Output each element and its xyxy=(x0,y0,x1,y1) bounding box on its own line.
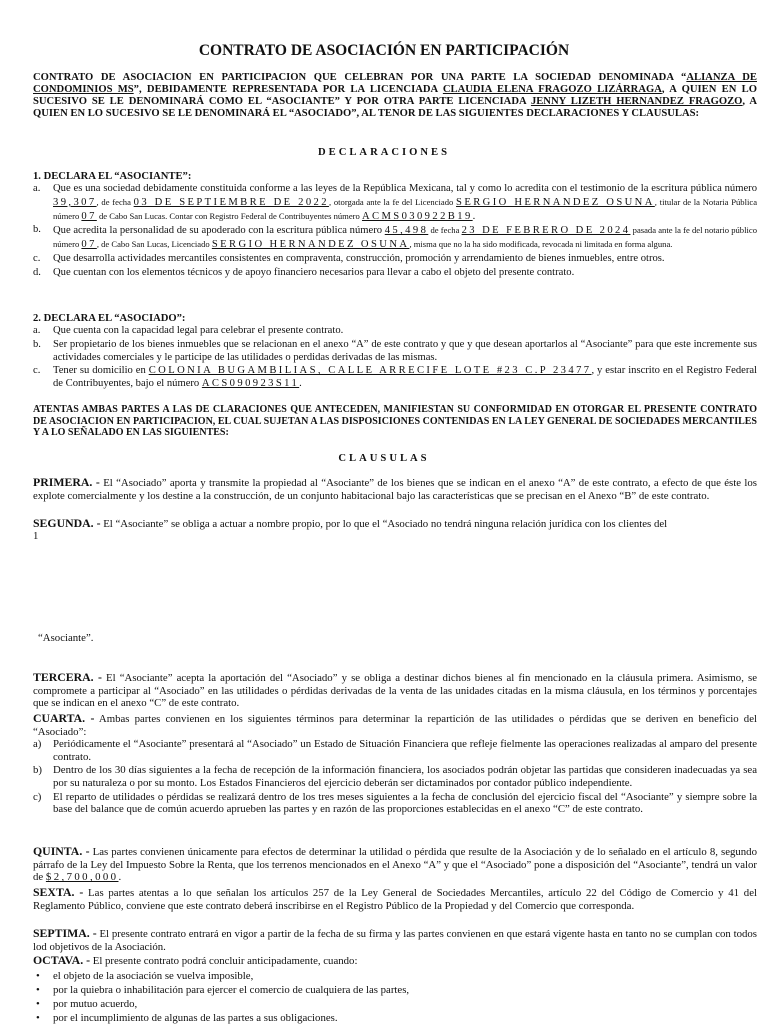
cuarta-item-a: a) Periódicamente el “Asociante” presentará al “Asociado” un Estado de Situación Financiera que refleje fielmente las operaciones realizadas al amparo del presente contrato. xyxy=(33,738,757,763)
clause-septima: SEPTIMA. - El presente contrato entrará en vigor a partir de la fecha de su firma y las partes convienen en que estará vigente hasta en tanto no se cumplan con todos lod objetivos de la Asociación. xyxy=(33,926,757,953)
cuarta-item-c: c) El reparto de utilidades o pérdidas se realizará dentro de los tres meses siguientes a la fecha de conclusión del ejercicio fiscal del “Asociante” y siempre sobre la base del balance que de común acuerdo aprueben las partes y en razón de las proporciones establecidas en el anexo “C” de este contrato. xyxy=(33,790,757,816)
clause-sexta: SEXTA. - Las partes atentas a lo que señalan los artículos 257 de la Ley General de Sociedades Mercantiles, artículo 22 del Código de Comercio y 41 del Reglamento Público, conviene que este contrato deberá inscribirse en el Registro Público de la Propiedad y del Comercio que corresponda. xyxy=(33,885,758,912)
asociado-heading: 2. DECLARA EL “ASOCIADO”: xyxy=(33,313,186,324)
bullet-icon: • xyxy=(36,983,40,996)
list-item: • por el incumplimiento de algunas de las partes a sus obligaciones. xyxy=(36,1011,338,1024)
asociado-list xyxy=(33,325,757,391)
land-value: $2,700,000 xyxy=(45,871,119,884)
rfc-asociante: ACMS030922B19 xyxy=(361,210,473,222)
asociante-item-a: a. Que es una sociedad debidamente constituida conforme a las leyes de la República Mexicana, tal y como lo acredita con el testimonio de la escritura pública número 39,307, de fecha 03 DE SEPTIEMBRE DE 2022, otorgada ante la fe del Licenciado SERGIO HERNANDEZ OSUNA, titular de la Notaria Pública número 07 de Cabo San Lucas. Contar con Registro Federal de Contribuyentes número ACMS030922B19. xyxy=(33,183,758,222)
rfc-asociado: ACS090923S11 xyxy=(201,378,300,390)
asociado-item-c: c. Tener su domicilio en COLONIA BUGAMBILIAS, CALLE ARRECIFE LOTE #23 C.P 23477, y estar inscrito en el Registro Federal de Contribuyentes, bajo el número ACS090923S11. xyxy=(33,365,757,390)
octava-intro: OCTAVA. - El presente contrato podrá concluir anticipadamente, cuando: xyxy=(33,953,358,967)
company-name: ALIANZA DE CONDOMINIOS MS xyxy=(33,72,757,95)
declaraciones-heading: DECLARACIONES xyxy=(317,147,450,158)
asociado-item-b: b. Ser propietario de los bienes inmuebles que se relacionan en el anexo “A” de este contrato y que y que desean aportarlos al “Asociante” para que este incremente sus actividades comerciales y le participe de las utilidades o perdidas derivadas de las mismas. xyxy=(33,338,757,363)
deed-date: 03 DE SEPTIEMBRE DE 2022 xyxy=(133,196,329,208)
clausulas-heading: CLAUSULAS xyxy=(338,453,430,464)
asociante-item-d: d. Que cuentan con los elementos técnicos y de apoyo financiero necesarios para llevar a cabo el objeto del presente contrato. xyxy=(33,266,575,278)
clause-tercera: TERCERA. - El “Asociante” acepta la aportación del “Asociado” y se obliga a destinar dichos bienes al fin mencionado en la cláusula primera. Asimismo, se compromete a participar al “Asociado” en las utilidades o pérdidas derivadas de la venta de las unidades citadas en la misma cláusula, en los términos y porcentajes que se indican en el anexo “C” de este contrato. xyxy=(33,670,757,710)
octava-bullets xyxy=(33,969,757,1025)
associate-name: JENNY LIZETH HERNANDEZ FRAGOZO xyxy=(530,96,743,107)
bullet-icon: • xyxy=(36,997,40,1010)
asociado-section xyxy=(33,313,757,392)
power-deed-date: 23 DE FEBRERO DE 2024 xyxy=(461,225,631,237)
asociante-section xyxy=(33,171,757,281)
asociante-item-b: b. Que acredita la personalidad de su apoderado con la escritura pública número 45,498 de fecha 23 DE FEBRERO DE 2024 pasada ante la fe del notario público número 07, de Cabo San Lucas, Licenciado SERGIO HERNANDEZ OSUNA, misma que no la ha sido modificada, revocada ni limitada en forma alguna. xyxy=(33,224,757,251)
cuarta-intro: CUARTA. - Ambas partes convienen en los siguientes términos para determinar la repartición de las utilidades o pérdidas que se deriven en beneficio del “Asociado”: xyxy=(33,711,757,738)
bullet-icon: • xyxy=(36,969,40,982)
clause-primera: PRIMERA. - El “Asociado” aporta y transmite la propiedad al “Asociante” de los bienes que se indican en el anexo “A” de este contrato, a efecto de que éste los explote comercialmente y los destine a la construcción, de un conjunto habitacional bajo las características que se precisan en el Anexo “B” de este contrato. xyxy=(33,475,757,502)
intro-text-2: ”, DEBIDAMENTE REPRESENTADA POR LA LICENCIADA xyxy=(133,84,443,95)
clause-octava xyxy=(33,954,757,1025)
asociante-list xyxy=(33,183,757,280)
asociante-heading: 1. DECLARA EL “ASOCIANTE”: xyxy=(33,171,192,182)
segunda-continuation: “Asociante”. xyxy=(38,632,94,644)
atentas-paragraph: ATENTAS AMBAS PARTES A LAS DE CLARACIONES QUE ANTECEDEN, MANIFIESTAN SU CONFORMIDAD EN OTORGAR EL PRESENTE CONTRATO DE ASOCIACION EN PARTICIPACION, EL CUAL SUJETAN A LAS DISPOSICIONES CONTENIDAS EN LA LEY GENERAL DE SOCIEDADES MERCANTILES Y A LO SEÑALADO EN LAS SIGUIENTES: xyxy=(33,404,757,439)
bullet-icon: • xyxy=(36,1011,40,1024)
notary-name: SERGIO HERNANDEZ OSUNA xyxy=(456,196,655,208)
power-deed-number: 45,498 xyxy=(384,225,429,237)
intro-text-4: , A QUIEN EN LO SUCESIVO SE LE DENOMINARÁ EL “ASOCIADO”, AL TENOR DE LAS SIGUIENTES DECLARACIONES Y CLAUSULAS: xyxy=(33,96,757,119)
deed-number: 39,307 xyxy=(53,196,97,208)
notary-number: 07 xyxy=(81,210,97,222)
page-number: 1 xyxy=(33,530,39,542)
list-item: • por mutuo acuerdo, xyxy=(36,997,138,1010)
associate-address: COLONIA BUGAMBILIAS, CALLE ARRECIFE LOTE #23 C.P 23477 xyxy=(148,365,592,377)
list-item: • el objeto de la asociación se vuelva imposible, xyxy=(36,969,254,982)
contract-title: CONTRATO DE ASOCIACIÓN EN PARTICIPACIÓN xyxy=(198,42,570,59)
clause-cuarta xyxy=(33,712,757,817)
asociante-item-c: c. Que desarrolla actividades mercantiles consistentes en compraventa, construcción, promoción y arrendamiento de bienes inmuebles, entre otros. xyxy=(33,252,665,264)
intro-paragraph xyxy=(33,72,757,120)
clause-quinta: QUINTA. - Las partes convienen únicamente para efectos de determinar la utilidad o pérdida que resulte de la Asociación y de lo señalado en el artículo 8, segundo párrafo de la Ley del Impuesto Sobre la Renta, que los terrenos mencionados en el Anexo “A” y que el “Asociado” pone a disposición del “Asociante”, tendrá un valor de $2,700,000. xyxy=(33,844,757,884)
cuarta-item-b: b) Dentro de los 30 días siguientes a la fecha de recepción de la información financiera, los asociados podrán objetar las partidas que consideren inadecuadas ya sea por su naturaleza o por su monto. Los Estados Financieros del ejercicio deberán ser dictaminados por contador público independiente. xyxy=(33,764,757,789)
asociado-item-a: a. Que cuenta con la capacidad legal para celebrar el presente contrato. xyxy=(33,325,344,336)
cuarta-list xyxy=(33,738,757,816)
intro-text-3: , A QUIEN EN LO SUCESIVO SE LE DENOMINARÁ COMO EL “ASOCIANTE” Y POR OTRA PARTE LICENCIADA xyxy=(33,84,757,107)
representative-name: CLAUDIA ELENA FRAGOZO LIZÁRRAGA xyxy=(442,84,662,95)
clause-segunda: SEGUNDA. - El “Asociante” se obliga a actuar a nombre propio, por lo que el “Asociado no tendrá ninguna relación jurídica con los clientes del xyxy=(33,516,668,530)
intro-text-1: CONTRATO DE ASOCIACION EN PARTICIPACION QUE CELEBRAN POR UNA PARTE LA SOCIEDAD DENOMINADA “ xyxy=(33,72,687,83)
list-item: • por la quiebra o inhabilitación para ejercer el comercio de cualquiera de las partes, xyxy=(36,983,410,996)
